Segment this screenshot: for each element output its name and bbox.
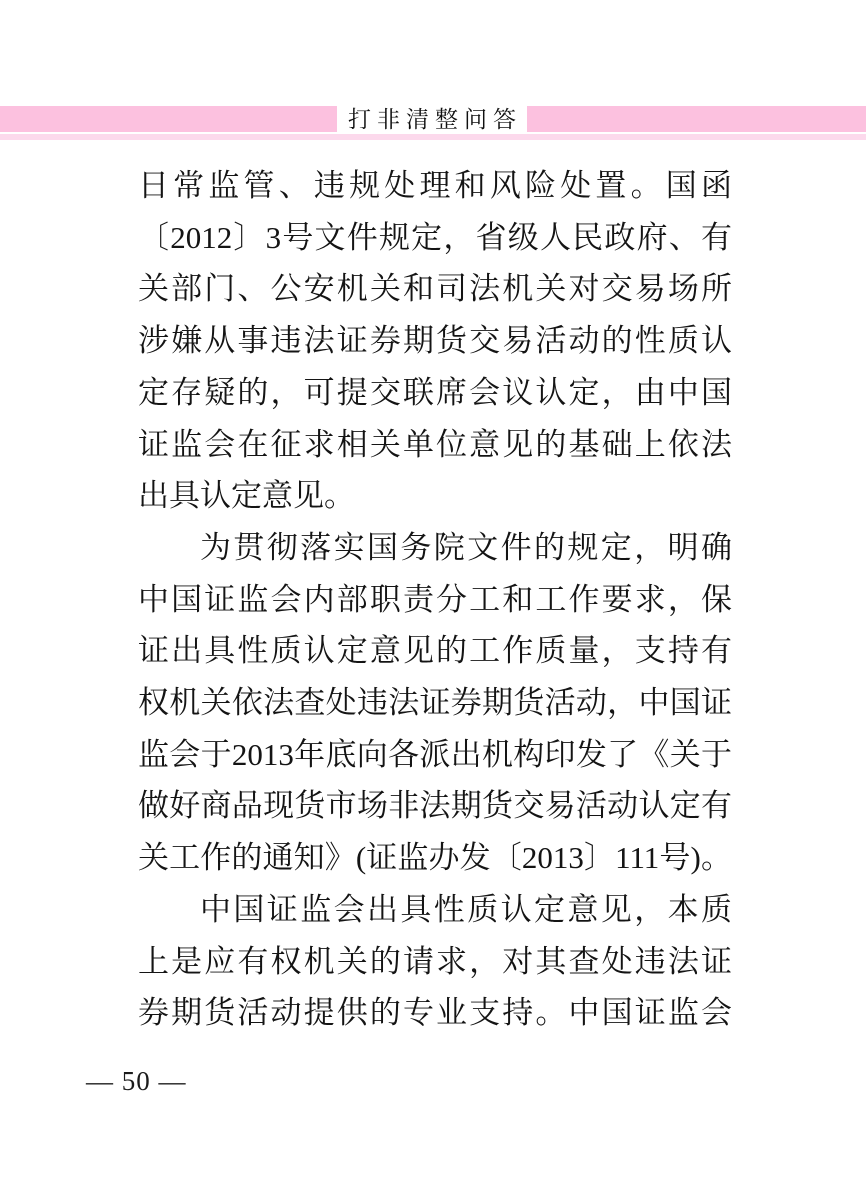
running-head-band xyxy=(0,106,866,132)
paragraph-2 xyxy=(138,522,732,884)
text-line: 〔2012〕3号文件规定，省级人民政府、有 xyxy=(138,219,732,255)
text-line: 关部门、公安机关和司法机关对交易场所 xyxy=(138,271,732,307)
text-line: 为贯彻落实国务院文件的规定，明确 xyxy=(200,529,732,565)
text-line: 关工作的通知》(证监办发〔2013〕111号)。 xyxy=(138,840,732,876)
text-line: 日常监管、违规处理和风险处置。国函 xyxy=(138,168,732,203)
body-text xyxy=(138,160,732,1039)
header-bar-right xyxy=(527,106,866,132)
text-line: 涉嫌从事违法证券期货交易活动的性质认 xyxy=(138,323,732,359)
text-line: 出具认定意见。 xyxy=(138,478,355,514)
text-line: 定存疑的，可提交联席会议认定，由中国 xyxy=(138,374,732,410)
text-line: 证出具性质认定意见的工作质量，支持有 xyxy=(138,633,732,669)
header-stripe xyxy=(0,134,866,140)
text-line: 中国证监会出具性质认定意见，本质 xyxy=(200,891,732,927)
paragraph-3 xyxy=(138,884,732,1039)
text-line: 权机关依法查处违法证券期货活动，中国证 xyxy=(138,685,732,721)
text-line: 中国证监会内部职责分工和工作要求，保 xyxy=(138,581,732,617)
paragraph-1 xyxy=(138,160,732,522)
running-head xyxy=(337,106,527,132)
text-line: 做好商品现货市场非法期货交易活动认定有 xyxy=(138,788,732,824)
page-number: — 50 — xyxy=(86,1066,187,1096)
text-line: 证监会在征求相关单位意见的基础上依法 xyxy=(138,426,732,462)
text-line: 券期货活动提供的专业支持。中国证监会 xyxy=(138,995,732,1031)
header-bar-left xyxy=(0,106,337,132)
text-line: 上是应有权机关的请求，对其查处违法证 xyxy=(138,943,732,979)
running-head-title: 打非清整问答 xyxy=(348,106,522,132)
text-line: 监会于2013年底向各派出机构印发了《关于 xyxy=(138,736,732,772)
